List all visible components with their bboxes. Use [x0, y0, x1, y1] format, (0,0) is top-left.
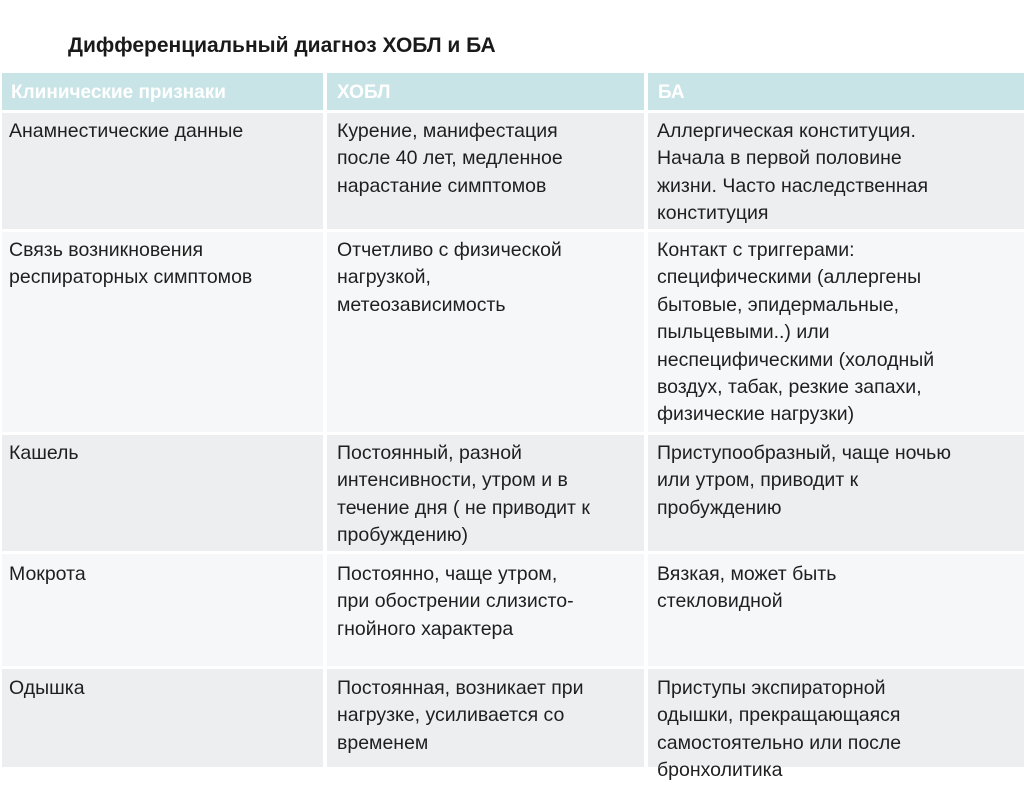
row-copd: Отчетливо с физической нагрузкой, метеозависимость [337, 239, 562, 316]
row-asthma: Контакт с триггерами: специфическими (аллергены бытовые, эпидермальные, пыльцевыми..) или неспецифическими (холодный воздух, табак, резкие запахи, физические нагрузки) [657, 239, 935, 426]
page-title: Дифференциальный диагноз ХОБЛ и БА [68, 34, 496, 57]
row-sign: Мокрота [9, 563, 86, 585]
row-asthma: Приступы экспираторной одышки, прекращающаяся самостоятельно или после бронхолитика [657, 677, 902, 782]
row-sign: Одышка [9, 677, 85, 699]
header-label-sign: Клинические признаки [11, 82, 226, 103]
row-copd: Постоянный, разной интенсивности, утром и в течение дня ( не приводит к пробуждению) [337, 442, 590, 547]
row-sign: Анамнестические данные [9, 120, 244, 142]
row-copd: Курение, манифестация после 40 лет, медленное нарастание симптомов [337, 120, 563, 197]
header-cell-asthma [648, 73, 1024, 110]
header-label-asthma: БА [658, 82, 685, 103]
header-label-copd: ХОБЛ [337, 82, 391, 103]
row-copd: Постоянная, возникает при нагрузке, усиливается со временем [337, 677, 584, 754]
row-sign: Кашель [9, 442, 79, 464]
row-copd: Постоянно, чаще утром, при обострении слизисто- гнойного характера [337, 563, 574, 640]
row-sign: Связь возникновения респираторных симптомов [9, 239, 253, 289]
row-asthma: Приступообразный, чаще ночью или утром, приводит к пробуждению [657, 442, 951, 519]
row-asthma: Вязкая, может быть стекловидной [657, 563, 837, 613]
row-asthma: Аллергическая конституция. Начала в первой половине жизни. Часто наследственная конституция [657, 120, 929, 225]
